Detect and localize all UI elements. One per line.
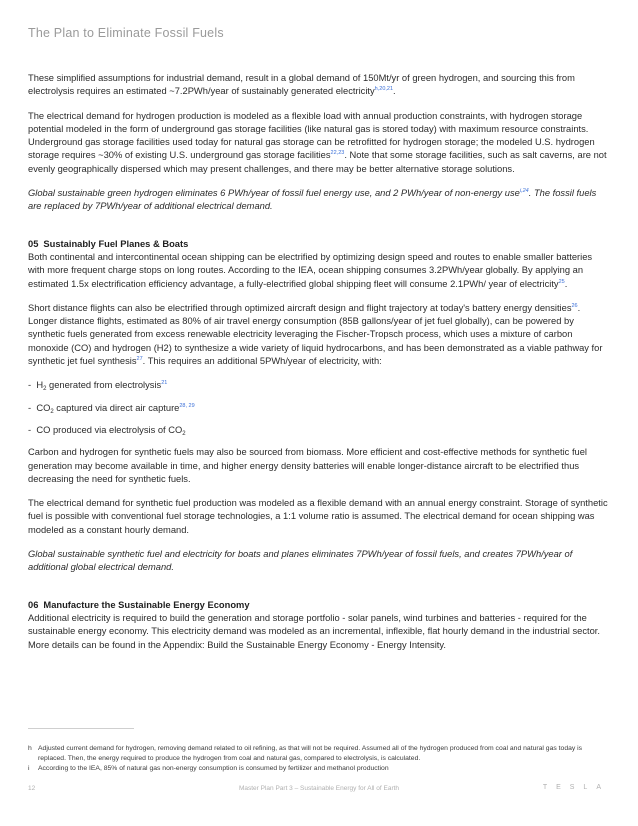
intro-paragraph-1: These simplified assumptions for industrial demand, result in a global demand of 150Mt/yr of green hydrogen, and sourcing this from electrolysis requires an estimated ~7.2PWh/year of sustainably generated electricity$^{h,20,21}$.	[28, 73, 575, 97]
footnote-ref[interactable]: 27	[136, 356, 143, 363]
section-title: Manufacture the Sustainable Energy Economy	[43, 599, 250, 610]
footnote-h: h Adjusted current demand for hydrogen, removing demand related to oil refining, as that will not be required. Assumed all of the hydrogen produced from coal and natural gas today is replaced. Then, the energy required to produce the hydrogen from coal and natural gas, compared to electrolysis, is calculated.	[28, 745, 583, 762]
section-06	[28, 599, 610, 652]
section-paragraph: The electrical demand for synthetic fuel production was modeled as a flexible demand with an annual energy constraint. Storage of synthetic fuel is possible with conventional fuel storage technologies, a 1:1 volume ratio is assumed. The electrical demand for ocean shipping was modeled as a constant hourly demand.	[28, 498, 608, 535]
section-paragraph: Carbon and hydrogen for synthetic fuels may also be sourced from biomass. More efficient and cost-effective methods for synthetic fuel generation may become available in time, and higher energy density batteries will enable longer-distance aircraft to be electrified thus decreasing the need for synthetic fuels.	[28, 447, 588, 484]
intro-summary: Global sustainable green hydrogen eliminates 6 PWh/year of fossil fuel energy use, and 2 PWh/year of non-energy use$^{i,24}$. The fossil fuels are replaced by 7PWh/year of additional electrical demand.	[28, 188, 597, 212]
footnote-divider	[28, 728, 134, 729]
body-content	[28, 72, 610, 663]
footnote-i: i According to the IEA, 85% of natural gas non-energy consumption is consumed by fertilizer and methanol production	[28, 765, 389, 772]
section-paragraph: Additional electricity is required to build the generation and storage portfolio - solar panels, wind turbines and batteries - required for the sustainable energy economy. This electricity demand was modeled as an incremental, inflexible, flat hourly demand in the industrial sector. More details can be found in the Appendix: Build the Sustainable Energy Economy - Energy Intensity.	[28, 612, 600, 650]
section-number: 05	[28, 238, 39, 249]
page-number: 12	[28, 785, 36, 792]
section-heading	[28, 238, 610, 251]
bullet-item: - CO produced via electrolysis of $CO_2$	[28, 424, 186, 437]
section-paragraph: Both continental and intercontinental ocean shipping can be electrified by optimizing design speed and routes to enable smaller batteries with more frequent charge stops on long routes. According to the IEA, ocean shipping consumes 3.2PWh/year globally. By applying an estimated 1.5x electrification efficiency advantage, a fully-electrified global shipping fleet will consume 2.1PWh/ year of electricity$^{25}$.	[28, 251, 593, 289]
footnote-ref[interactable]: i,24	[519, 188, 529, 195]
brand-logo-wordmark: TESLA	[542, 784, 610, 791]
document-page	[28, 0, 610, 826]
page-footer	[28, 785, 610, 797]
section-number: 06	[28, 599, 39, 610]
section-title: Sustainably Fuel Planes & Boats	[43, 238, 189, 249]
intro-paragraph-2: The electrical demand for hydrogen production is modeled as a flexible load with annual production constraints, with hydrogen storage potential modeled in the form of underground gas storage facilities (like natural gas is stored today) with maximum resource constraints. Underground gas storage facilities used today for natural gas storage can be retrofitted for hydrogen storage; the modeled U.S. hydrogen storage requires ~30% of existing U.S. underground gas storage facilities$^{22,23}$. Note that some storage facilities, such as salt caverns, are not evenly geographically dispersed which may present challenges, and there may be better alternative storage solutions.	[28, 110, 607, 174]
section-summary: Global sustainable synthetic fuel and electricity for boats and planes eliminates 7PWh/year of fossil fuels, and creates 7PWh/year of additional global electrical demand.	[28, 549, 573, 573]
footer-title: Master Plan Part 3 – Sustainable Energy for All of Earth	[238, 785, 400, 792]
footnote-ref[interactable]: h,20,21	[374, 86, 394, 93]
footnote-ref[interactable]: 28, 29	[179, 402, 195, 409]
section-heading	[28, 599, 610, 612]
bullet-item: - $CO_2$ captured via direct air capture$^{28, 29}$	[28, 402, 195, 415]
section-paragraph: Short distance flights can also be electrified through optimized aircraft design and flight trajectory at today's battery energy densities$^{26}$. Longer distance flights, estimated as 80% of air travel energy consumption (85B gallons/year of jet fuel globally), can be powered by synthetic fuels generated from excess renewable electricity leveraging the Fischer-Tropsch process, which uses a mixture of carbon monoxide (CO) and hydrogen (H2) to synthesize a wide variety of liquid hydrocarbons, and has been demonstrated as a viable pathway for synthetic jet fuel synthesis$^{27}$. This requires an additional 5PWh/year of electricity, with:	[28, 302, 603, 367]
footnotes	[28, 744, 610, 774]
footnote-ref[interactable]: 25	[558, 278, 565, 285]
section-05	[28, 238, 610, 575]
footnote-ref[interactable]: 26	[571, 302, 578, 309]
bullet-item: - $H_2$ generated from electrolysis$^{21}$	[28, 380, 168, 393]
footnote-ref[interactable]: 22,23	[330, 150, 345, 157]
page-title: The Plan to Eliminate Fossil Fuels	[28, 26, 224, 40]
footnote-ref[interactable]: 21	[161, 380, 168, 387]
